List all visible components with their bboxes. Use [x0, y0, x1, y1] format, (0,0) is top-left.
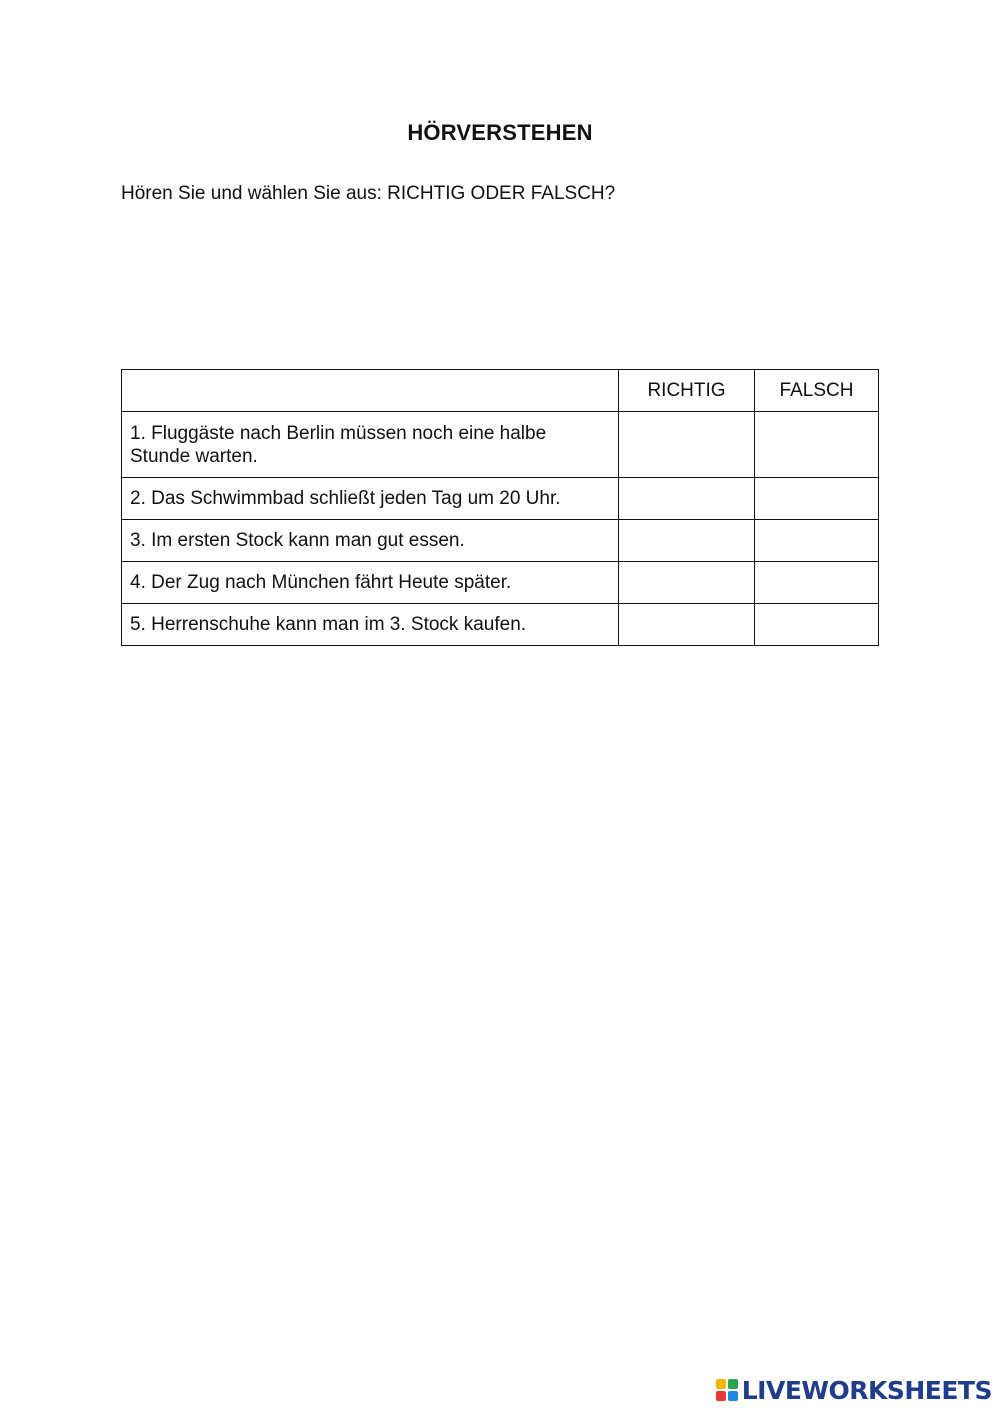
falsch-cell-5[interactable] [755, 604, 879, 646]
instruction-text: Hören Sie und wählen Sie aus: RICHTIG ODER FALSCH? [121, 183, 616, 204]
statement-4: 4. Der Zug nach München fährt Heute später. [122, 562, 619, 604]
header-statement [122, 370, 619, 412]
table-row [122, 520, 879, 562]
answer-table [121, 369, 879, 646]
statement-2: 2. Das Schwimmbad schließt jeden Tag um 20 Uhr. [122, 478, 619, 520]
header-falsch: FALSCH [755, 370, 879, 412]
richtig-cell-4[interactable] [619, 562, 755, 604]
liveworksheets-logo [716, 1375, 992, 1405]
statement-1: 1. Fluggäste nach Berlin müssen noch eine halbe Stunde warten. [122, 412, 619, 478]
page-title: HÖRVERSTEHEN [407, 120, 593, 145]
statement-3: 3. Im ersten Stock kann man gut essen. [122, 520, 619, 562]
richtig-cell-5[interactable] [619, 604, 755, 646]
table-row [122, 562, 879, 604]
richtig-cell-1[interactable] [619, 412, 755, 478]
statement-5: 5. Herrenschuhe kann man im 3. Stock kaufen. [122, 604, 619, 646]
richtig-cell-3[interactable] [619, 520, 755, 562]
falsch-cell-2[interactable] [755, 478, 879, 520]
table-row [122, 478, 879, 520]
falsch-cell-3[interactable] [755, 520, 879, 562]
falsch-cell-1[interactable] [755, 412, 879, 478]
richtig-cell-2[interactable] [619, 478, 755, 520]
logo-text: LIVEWORKSHEETS [741, 1375, 992, 1405]
falsch-cell-4[interactable] [755, 562, 879, 604]
header-richtig: RICHTIG [619, 370, 755, 412]
liveworksheets-logo-icon [716, 1379, 738, 1401]
table-header-row [122, 370, 879, 412]
table-row [122, 604, 879, 646]
table-row [122, 412, 879, 478]
